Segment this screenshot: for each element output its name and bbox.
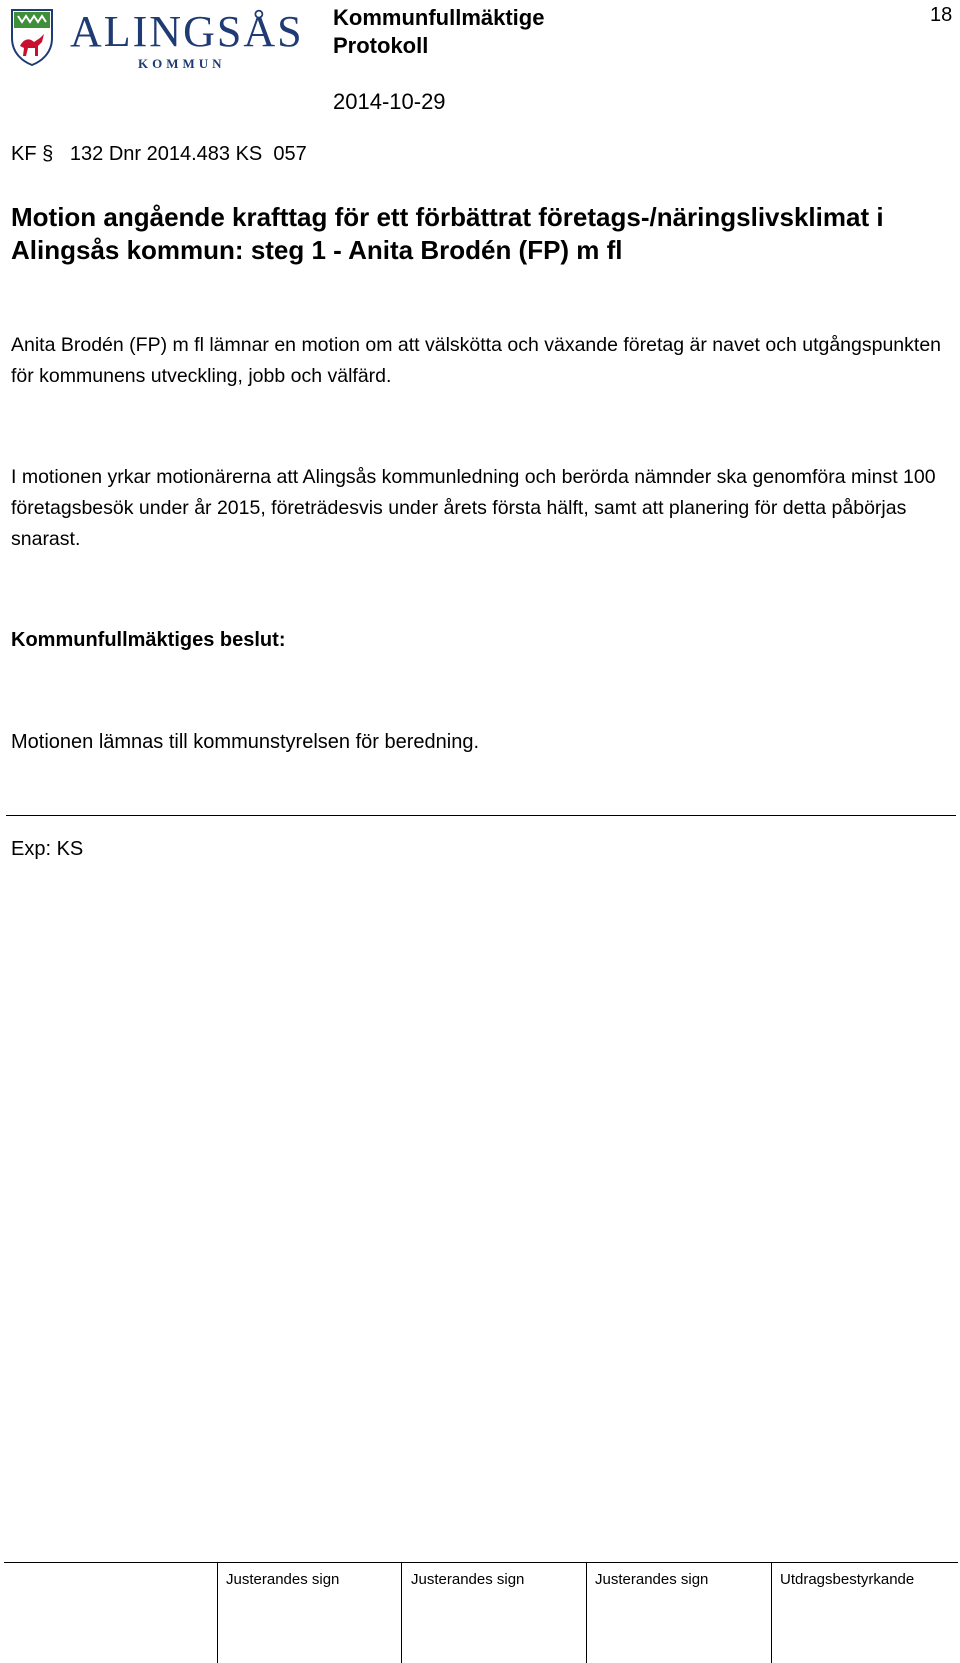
- divider: [6, 815, 956, 816]
- signature-label: Justerandes sign: [226, 1571, 340, 1588]
- logo-subtitle: KOMMUN: [138, 56, 226, 71]
- signature-box-border: [771, 1562, 772, 1663]
- meeting-date: 2014-10-29: [333, 89, 446, 114]
- decision-text: Motionen lämnas till kommunstyrelsen för beredning.: [11, 731, 479, 753]
- decision-heading: Kommunfullmäktiges beslut:: [11, 629, 286, 651]
- paragraph-reference: KF § 132 Dnr 2014.483 KS 057: [11, 143, 307, 165]
- expedition: Exp: KS: [11, 838, 84, 860]
- page-number: 18: [930, 4, 953, 26]
- body-paragraph: Anita Brodén (FP) m fl lämnar en motion om att välskötta och växande företag är navet och utgångspunkten för kommunens utveckling, jobb och välfärd.: [11, 334, 942, 387]
- document-type-line1: Kommunfullmäktige: [333, 5, 545, 30]
- signature-box-border: [586, 1562, 587, 1663]
- signature-box-border: [217, 1562, 218, 1663]
- body-paragraph: I motionen yrkar motionärerna att Alingsås kommunledning och berörda nämnder ska genomföra minst 100 företagsbesök under år 2015, företrädesvis under årets första hälft, samt att planering för detta påbörjas snarast.: [11, 466, 936, 550]
- signature-box-border: [401, 1562, 402, 1663]
- logo-wordmark: ALINGSÅS: [70, 7, 304, 56]
- footer-divider: [4, 1562, 958, 1563]
- signature-label: Justerandes sign: [595, 1571, 709, 1588]
- document-type-line2: Protokoll: [333, 33, 429, 58]
- certification-label: Utdragsbestyrkande: [780, 1571, 915, 1588]
- signature-label: Justerandes sign: [411, 1571, 525, 1588]
- document-type: [333, 4, 544, 60]
- coat-of-arms-icon: [10, 8, 54, 66]
- municipality-logo: [10, 6, 304, 71]
- item-title: Motion angående krafttag för ett förbättrat företags-/näringslivsklimat i Alingsås kommun: steg 1 - Anita Brodén (FP) m fl: [11, 202, 884, 265]
